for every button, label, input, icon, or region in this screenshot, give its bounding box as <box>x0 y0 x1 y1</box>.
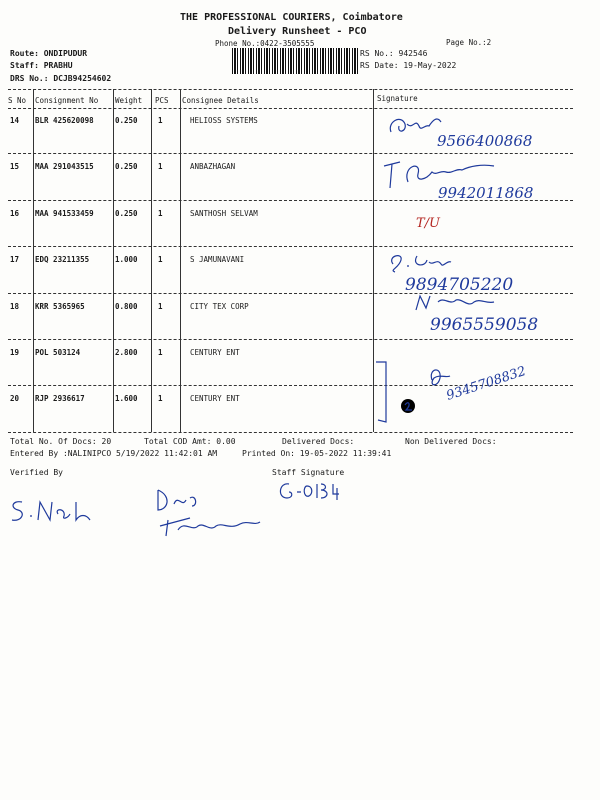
col-header-consignment: Consignment No <box>35 96 99 105</box>
col-divider <box>113 89 114 432</box>
staff-code-mark <box>275 478 345 504</box>
phone-number: Phone No.:0422-3505555 <box>215 39 315 48</box>
delivered-docs: Delivered Docs: <box>282 437 355 446</box>
col-header-consignee: Consignee Details <box>182 96 259 105</box>
phone-note: 9345708832 <box>444 363 528 404</box>
row-pcs: 1 <box>158 348 163 357</box>
row-consignment: KRR 5365965 <box>35 302 85 311</box>
row-weight: 2.800 <box>115 348 138 357</box>
rs-date: RS Date: 19-May-2022 <box>360 61 457 70</box>
verified-by-label: Verified By <box>10 468 63 477</box>
signature-row-14 <box>385 104 565 154</box>
row-pcs: 1 <box>158 162 163 171</box>
phone-note: 9942011868 <box>438 184 534 202</box>
row-weight: 0.250 <box>115 116 138 125</box>
col-header-sno: S No <box>8 96 27 105</box>
phone-note: 9894705220 <box>405 275 514 295</box>
entered-by: Entered By :NALINIPCO 5/19/2022 11:42:01 AM <box>10 449 218 458</box>
total-docs: Total No. Of Docs: 20 <box>10 437 112 446</box>
row-consignment: EDQ 23211355 <box>35 255 90 264</box>
row-consignee: ANBAZHAGAN <box>190 162 236 171</box>
drs-number: DRS No.: DCJB94254602 <box>10 74 112 83</box>
row-weight: 1.000 <box>115 255 138 264</box>
row-consignment: MAA 291043515 <box>35 162 94 171</box>
signature-row-15 <box>378 152 568 204</box>
row-pcs: 1 <box>158 255 163 264</box>
col-header-pcs: PCS <box>155 96 169 105</box>
status-note: T/U <box>416 216 441 231</box>
row-sno: 17 <box>10 255 20 264</box>
row-sno: 16 <box>10 209 20 218</box>
table-top-rule <box>8 89 573 90</box>
signature-row-19-20 <box>368 350 568 432</box>
row-consignment: RJP 2936617 <box>35 394 85 403</box>
row-consignment: BLR 425620098 <box>35 116 94 125</box>
staff-signature-mark <box>150 482 270 540</box>
phone-note: 9965559058 <box>430 315 539 335</box>
row-sno: 15 <box>10 162 20 171</box>
row-consignee: SANTHOSH SELVAM <box>190 209 258 218</box>
row-consignment: POL 503124 <box>35 348 81 357</box>
page-number: Page No.:2 <box>446 38 492 47</box>
row-weight: 0.250 <box>115 162 138 171</box>
signature-row-16 <box>410 210 470 234</box>
signature-row-17 <box>385 244 580 296</box>
barcode <box>232 48 358 74</box>
col-divider <box>180 89 181 432</box>
non-delivered-docs: Non Delivered Docs: <box>405 437 497 446</box>
row-consignee: CITY TEX CORP <box>190 302 249 311</box>
phone-note: 9566400868 <box>437 132 533 150</box>
row-consignment: MAA 941533459 <box>35 209 94 218</box>
staff: Staff: PRABHU <box>10 61 73 70</box>
row-consignee: CENTURY ENT <box>190 394 240 403</box>
printed-on: Printed On: 19-05-2022 11:39:41 <box>242 449 392 458</box>
row-pcs: 1 <box>158 116 163 125</box>
row-sno: 14 <box>10 116 20 125</box>
row-weight: 0.250 <box>115 209 138 218</box>
route: Route: ONDIPUDUR <box>10 49 88 58</box>
runsheet-title: Delivery Runsheet - PCO <box>228 26 367 37</box>
row-pcs: 1 <box>158 302 163 311</box>
signature-row-18 <box>410 290 590 340</box>
company-name: THE PROFESSIONAL COURIERS, Coimbatore <box>180 12 403 23</box>
col-header-weight: Weight <box>115 96 143 105</box>
col-divider <box>33 89 34 432</box>
row-consignee: CENTURY ENT <box>190 348 240 357</box>
row-consignee: S JAMUNAVANI <box>190 255 245 264</box>
row-sno: 19 <box>10 348 20 357</box>
verified-signature <box>6 492 116 528</box>
staff-signature-label: Staff Signature <box>272 468 345 477</box>
row-sno: 18 <box>10 302 20 311</box>
table-bottom-rule <box>8 432 573 433</box>
row-sno: 20 <box>10 394 20 403</box>
row-weight: 1.600 <box>115 394 138 403</box>
rs-number: RS No.: 942546 <box>360 49 428 58</box>
col-header-signature: Signature <box>377 94 418 103</box>
col-divider <box>151 89 152 432</box>
row-pcs: 1 <box>158 209 163 218</box>
total-cod-amount: Total COD Amt: 0.00 <box>144 437 236 446</box>
row-weight: 0.800 <box>115 302 138 311</box>
row-consignee: HELIOSS SYSTEMS <box>190 116 258 125</box>
row-pcs: 1 <box>158 394 163 403</box>
